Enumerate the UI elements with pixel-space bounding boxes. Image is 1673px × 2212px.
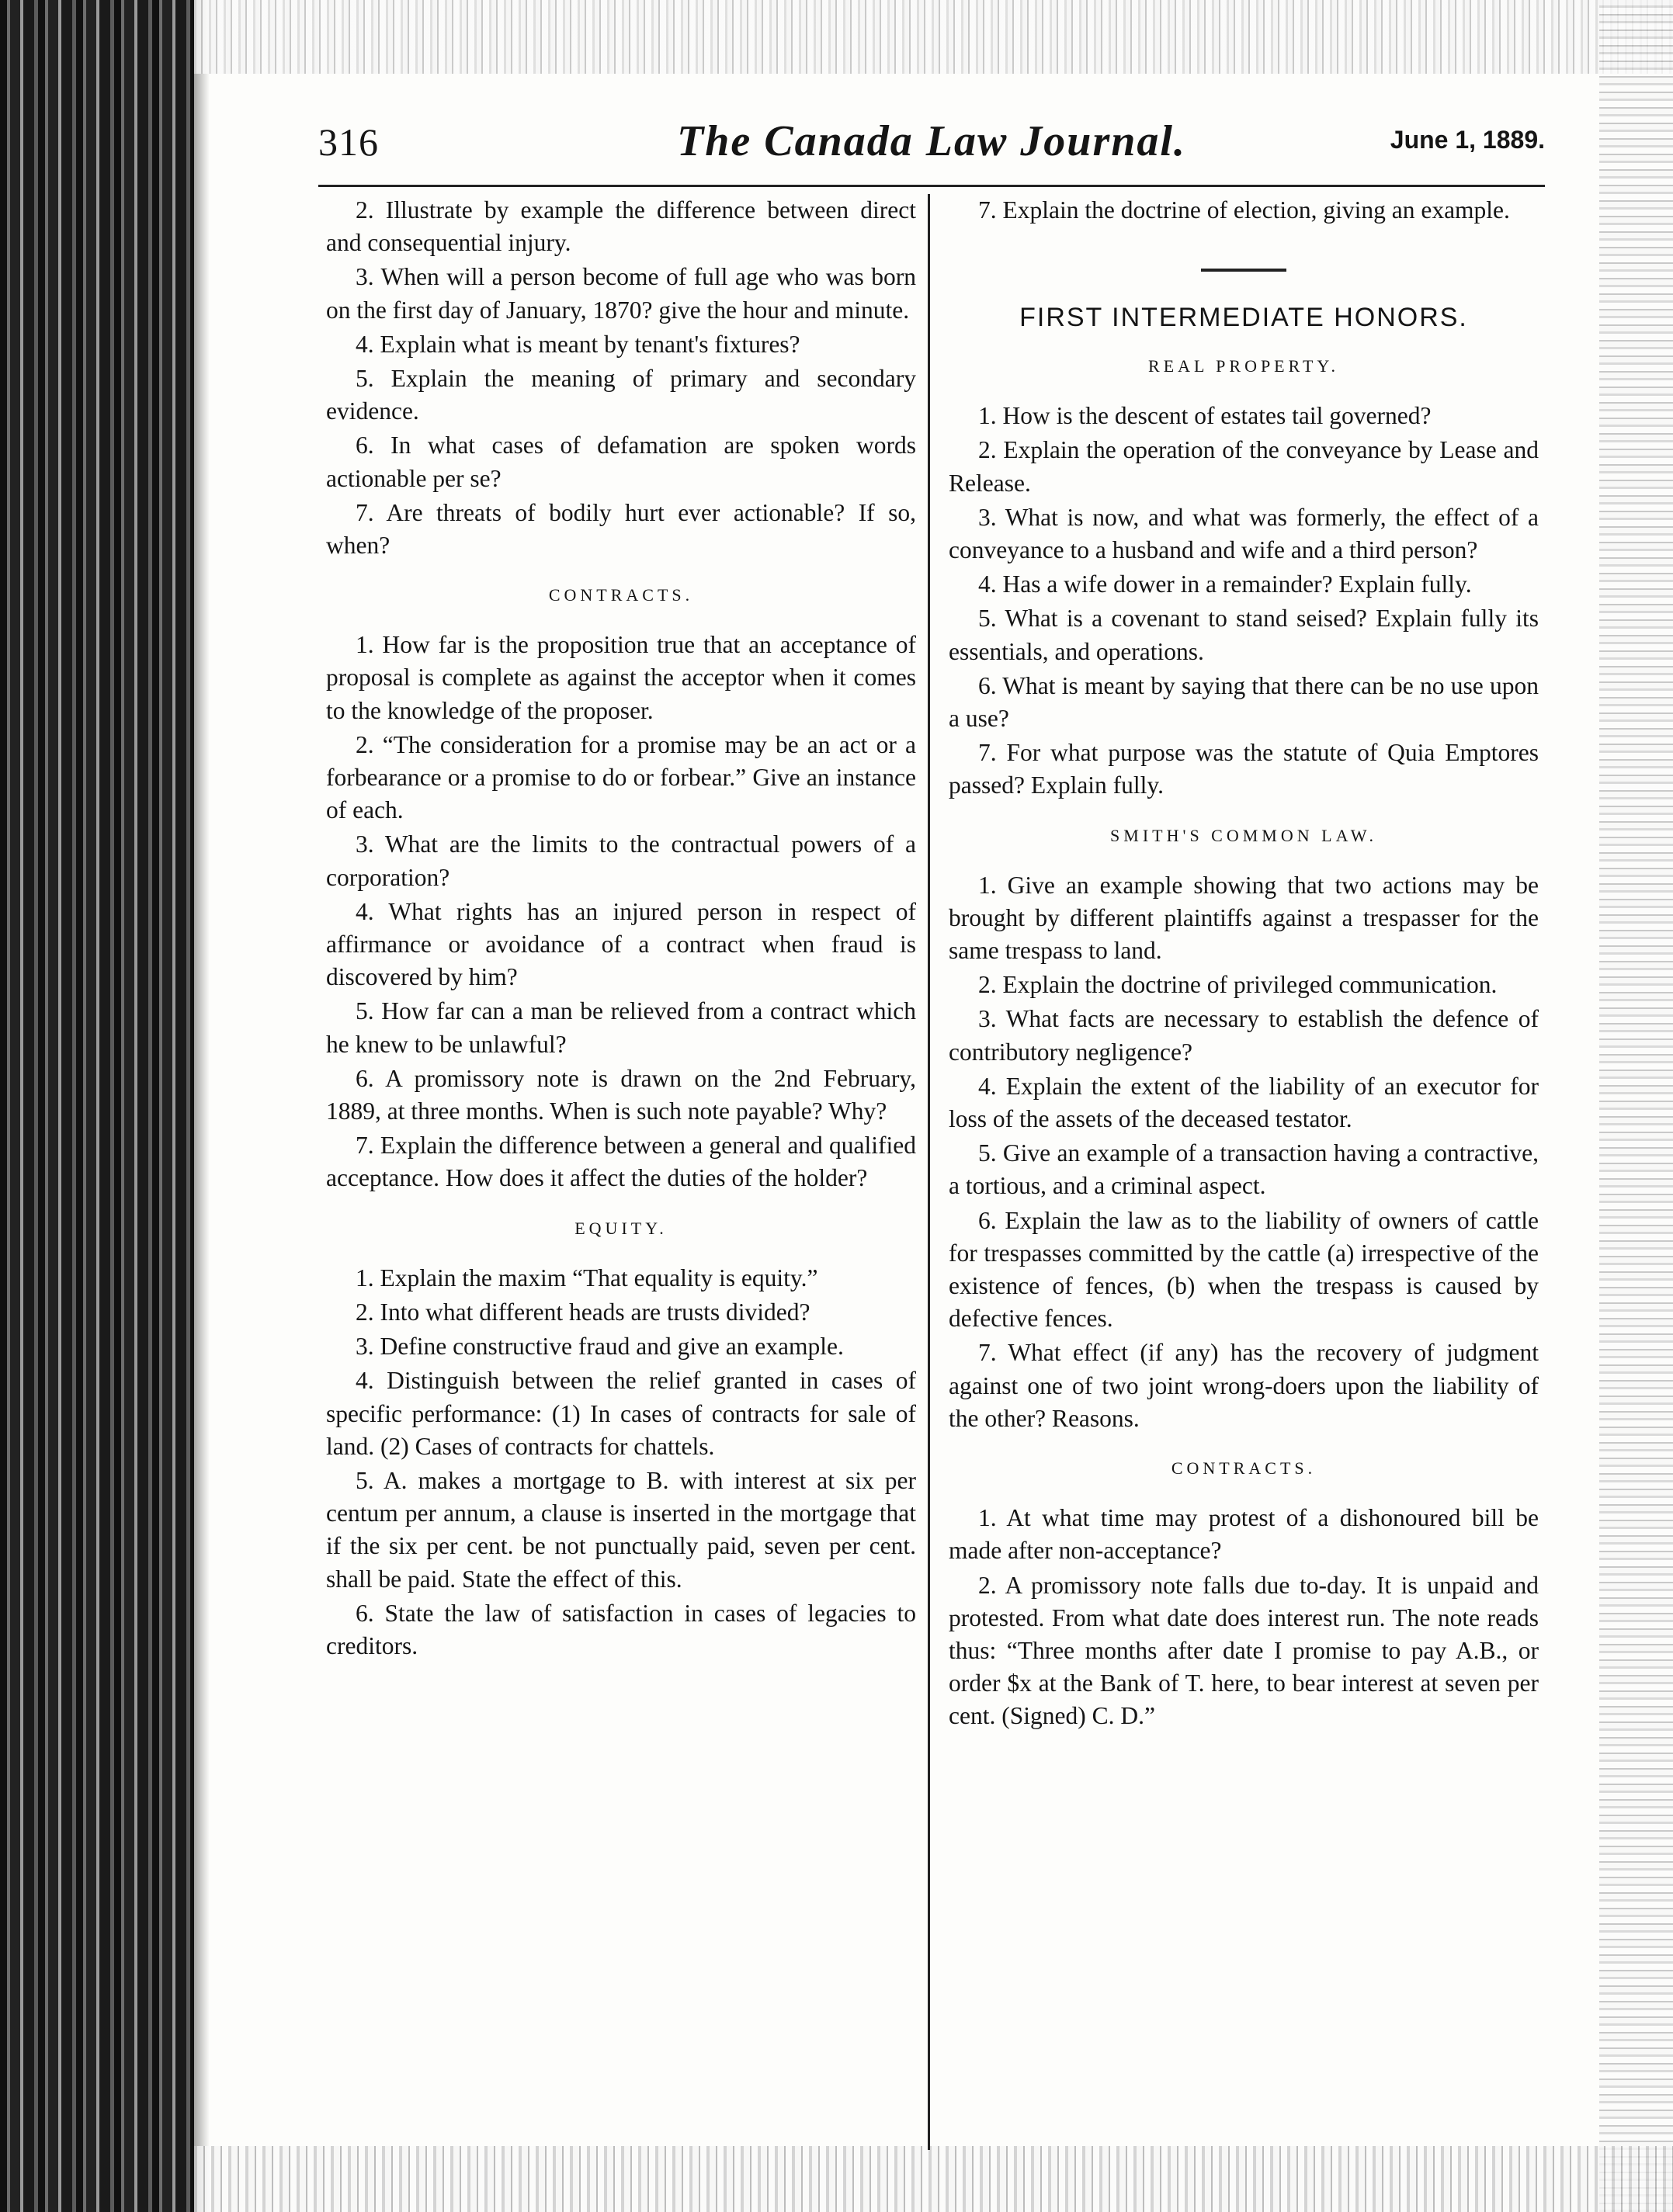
scanned-binding-edge	[0, 0, 194, 2212]
question: 7. Are threats of bodily hurt ever actionable? If so, when?	[326, 498, 916, 560]
question: 2. Explain the doctrine of privileged communication.	[978, 971, 1498, 999]
right-column	[949, 194, 1539, 1735]
question: 1. How is the descent of estates tail governed?	[978, 402, 1432, 430]
question: 5. A. makes a mortgage to B. with interest at six per centum per annum, a clause is inserted in the mortgage that if the six per cent. be not punctually paid, seven per cent. shall be paid. State the effect of this.	[326, 1466, 916, 1593]
question: 2. Illustrate by example the difference between direct and consequential injury.	[326, 196, 916, 257]
question: 2. “The consideration for a promise may be an act or a forbearance or a promise to do or forbear.” Give an instance of each.	[326, 730, 916, 824]
section-heading-equity: EQUITY.	[574, 1218, 668, 1238]
running-head	[318, 116, 1545, 177]
scanned-top-edge	[194, 0, 1673, 74]
question: 3. What is now, and what was formerly, the effect of a conveyance to a husband and wife and a third person?	[949, 503, 1539, 564]
question: 4. Explain what is meant by tenant's fixtures?	[356, 330, 800, 358]
question: 6. What is meant by saying that there can be no use upon a use?	[949, 671, 1539, 733]
question: 2. Into what different heads are trusts divided?	[356, 1298, 810, 1326]
section-heading-real-property: REAL PROPERTY.	[1148, 356, 1339, 376]
question: 5. Explain the meaning of primary and secondary evidence.	[326, 365, 916, 425]
question: 1. Give an example showing that two actions may be brought by different plaintiffs against a trespasser for the same trespass to land.	[949, 871, 1539, 965]
question: 7. For what purpose was the statute of Quia Emptores passed? Explain fully.	[949, 739, 1539, 799]
question: 1. How far is the proposition true that an acceptance of proposal is complete as against the acceptor when it comes to the knowledge of the proposer.	[326, 631, 916, 724]
left-column	[326, 194, 916, 1664]
issue-date: June 1, 1889.	[1390, 126, 1545, 154]
question: 4. Explain the extent of the liability of an executor for loss of the assets of the deceased testator.	[949, 1072, 1539, 1133]
section-heading-contracts: CONTRACTS.	[548, 585, 694, 605]
question: 7. What effect (if any) has the recovery of judgment against one of two joint wrong-doers upon the liability of the other? Reasons.	[949, 1339, 1539, 1432]
header-rule	[318, 185, 1545, 187]
question: 6. A promissory note is drawn on the 2nd February, 1889, at three months. When is such note payable? Why?	[326, 1064, 916, 1125]
question: 7. Explain the doctrine of election, giving an example.	[978, 196, 1510, 224]
question: 3. Define constructive fraud and give an example.	[356, 1333, 844, 1361]
scanned-right-edge	[1599, 0, 1673, 2212]
question: 1. At what time may protest of a dishonoured bill be made after non-acceptance?	[949, 1504, 1539, 1565]
question: 5. Give an example of a transaction having a contractive, a tortious, and a criminal aspect.	[949, 1139, 1539, 1200]
question: 5. What is a covenant to stand seised? Explain fully its essentials, and operations.	[949, 605, 1539, 665]
question: 1. Explain the maxim “That equality is equity.”	[356, 1264, 818, 1291]
scanned-bottom-edge	[194, 2146, 1673, 2212]
question: 6. State the law of satisfaction in cases of legacies to creditors.	[326, 1599, 916, 1659]
question: 2. A promissory note falls due to-day. It is unpaid and protested. From what date does interest run. The note reads thus: “Three months after date I promise to pay A.B., or order $x at the Bank of T. here, to bear interest at seven per cent. (Signed) C. D.”	[949, 1571, 1539, 1730]
question: 6. Explain the law as to the liability of owners of cattle for trespasses committed by the cattle (a) irrespective of the existence of fences, (b) when the trespass is caused by defective fences.	[949, 1206, 1539, 1333]
question: 2. Explain the operation of the conveyance by Lease and Release.	[949, 436, 1539, 497]
honors-title: FIRST INTERMEDIATE HONORS.	[1019, 303, 1468, 333]
section-separator-rule	[1201, 269, 1286, 272]
question: 4. Has a wife dower in a remainder? Explain fully.	[978, 570, 1472, 598]
question: 3. What facts are necessary to establish the defence of contributory negligence?	[949, 1005, 1539, 1066]
question: 6. In what cases of defamation are spoken words actionable per se?	[326, 432, 916, 492]
two-column-body	[318, 194, 1545, 2150]
journal-page	[318, 116, 1545, 1730]
question: 4. What rights has an injured person in respect of affirmance or avoidance of a contract when fraud is discovered by him?	[326, 897, 916, 991]
question: 7. Explain the difference between a general and qualified acceptance. How does it affect the duties of the holder?	[326, 1132, 916, 1192]
question: 3. What are the limits to the contractual powers of a corporation?	[326, 830, 916, 891]
column-divider	[928, 194, 930, 2150]
section-heading-smiths-common-law: SMITH'S COMMON LAW.	[1110, 825, 1377, 845]
question: 5. How far can a man be relieved from a contract which he knew to be unlawful?	[326, 997, 916, 1058]
section-heading-contracts: CONTRACTS.	[1171, 1458, 1317, 1479]
page-number: 316	[318, 120, 379, 164]
journal-title: The Canada Law Journal.	[677, 117, 1186, 165]
question: 3. When will a person become of full age who was born on the first day of January, 1870? give the hour and minute.	[326, 263, 916, 324]
question: 4. Distinguish between the relief granted in cases of specific performance: (1) In cases of contracts for sale of land. (2) Cases of contracts for chattels.	[326, 1367, 916, 1460]
